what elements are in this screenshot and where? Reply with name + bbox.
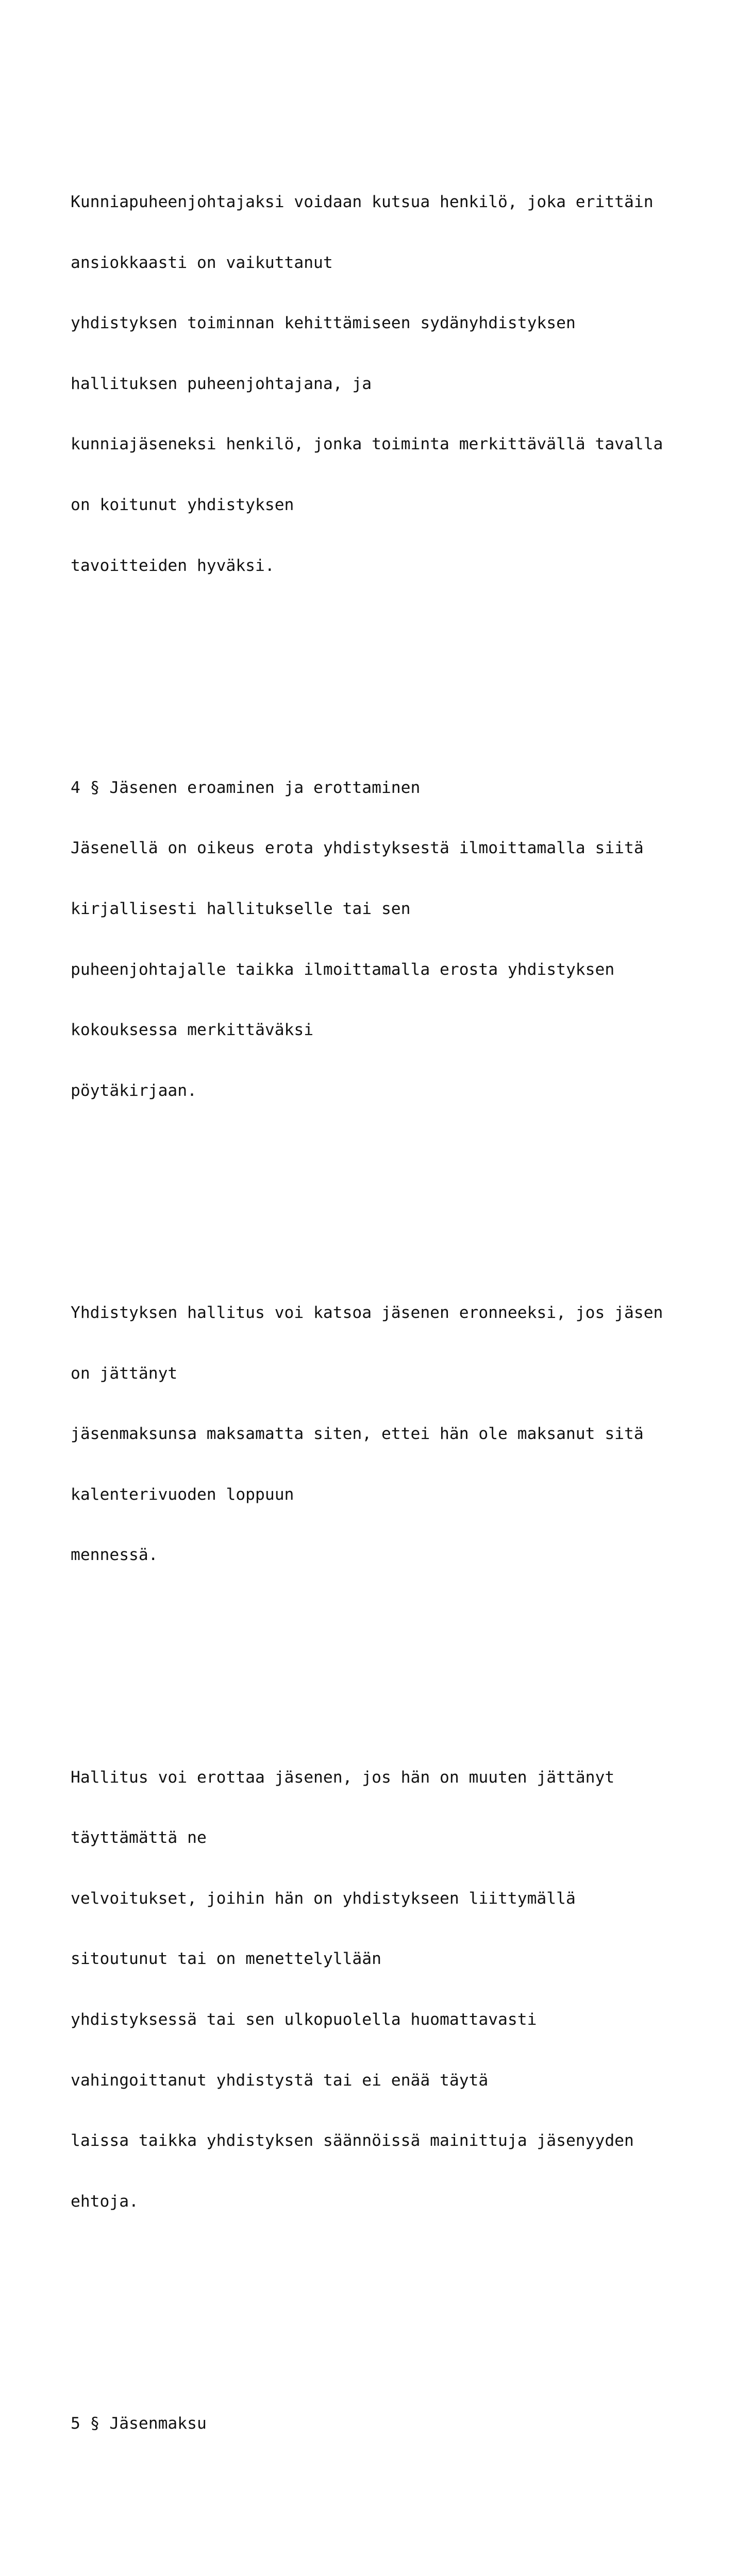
text-line: yhdistyksen toiminnan kehittämiseen sydänyhdistyksen — [71, 314, 576, 333]
paragraph-resignation-unpaid — [71, 1263, 689, 1606]
text-line: mennessä. — [71, 1546, 158, 1565]
section-heading: 5 § Jäsenmaksu — [71, 2414, 207, 2433]
text-line: Yhdistyksen hallitus voi katsoa jäsenen eronneeksi, jos jäsen — [71, 1303, 663, 1322]
text-line: laissa taikka yhdistyksen säännöissä mainittuja jäsenyyden — [71, 2131, 634, 2150]
section-5-heading — [71, 2373, 689, 2474]
document-page — [71, 91, 689, 2576]
text-line: kirjallisesti hallitukselle tai sen — [71, 899, 411, 918]
text-line: sitoutunut tai on menettelyllään — [71, 1950, 381, 1969]
section-4 — [71, 737, 689, 1141]
text-line: Jäsenellä on oikeus erota yhdistyksestä ilmoittamalla siitä — [71, 839, 644, 858]
paragraph-gap — [71, 1182, 689, 1202]
paragraph-gap — [71, 2293, 689, 2313]
text-line: täyttämättä ne — [71, 1828, 207, 1848]
text-line: kalenterivuoden loppuun — [71, 1485, 294, 1504]
text-line: ehtoja. — [71, 2192, 139, 2211]
text-line: Hallitus voi erottaa jäsenen, jos hän on muuten jättänyt — [71, 1768, 615, 1787]
text-line: velvoitukset, joihin hän on yhdistykseen liittymällä — [71, 1889, 576, 1908]
section-heading: 4 § Jäsenen eroaminen ja erottaminen — [71, 778, 421, 797]
text-line: on koitunut yhdistyksen — [71, 495, 294, 514]
text-line: on jättänyt — [71, 1364, 178, 1383]
text-line: vahingoittanut yhdistystä tai ei enää täytä — [71, 2071, 489, 2090]
text-line: jäsenmaksunsa maksamatta siten, ettei hän ole maksanut sitä — [71, 1425, 644, 1444]
text-line: ansiokkaasti on vaikuttanut — [71, 253, 333, 272]
paragraph-expulsion — [71, 1727, 689, 2252]
text-line: tavoitteiden hyväksi. — [71, 556, 275, 575]
paragraph-gap — [71, 2515, 689, 2535]
paragraph-gap — [71, 1646, 689, 1666]
text-line: pöytäkirjaan. — [71, 1081, 197, 1100]
text-line: Kunniapuheenjohtajaksi voidaan kutsua henkilö, joka erittäin — [71, 193, 654, 212]
text-line: hallituksen puheenjohtajana, ja — [71, 374, 372, 393]
paragraph-honorary-members — [71, 152, 689, 617]
paragraph-gap — [71, 657, 689, 677]
text-line: puheenjohtajalle taikka ilmoittamalla erosta yhdistyksen — [71, 960, 615, 979]
text-line: yhdistyksessä tai sen ulkopuolella huomattavasti — [71, 2010, 537, 2029]
text-line: kunniajäseneksi henkilö, jonka toiminta merkittävällä tavalla — [71, 435, 663, 454]
text-line: kokouksessa merkittäväksi — [71, 1021, 314, 1040]
